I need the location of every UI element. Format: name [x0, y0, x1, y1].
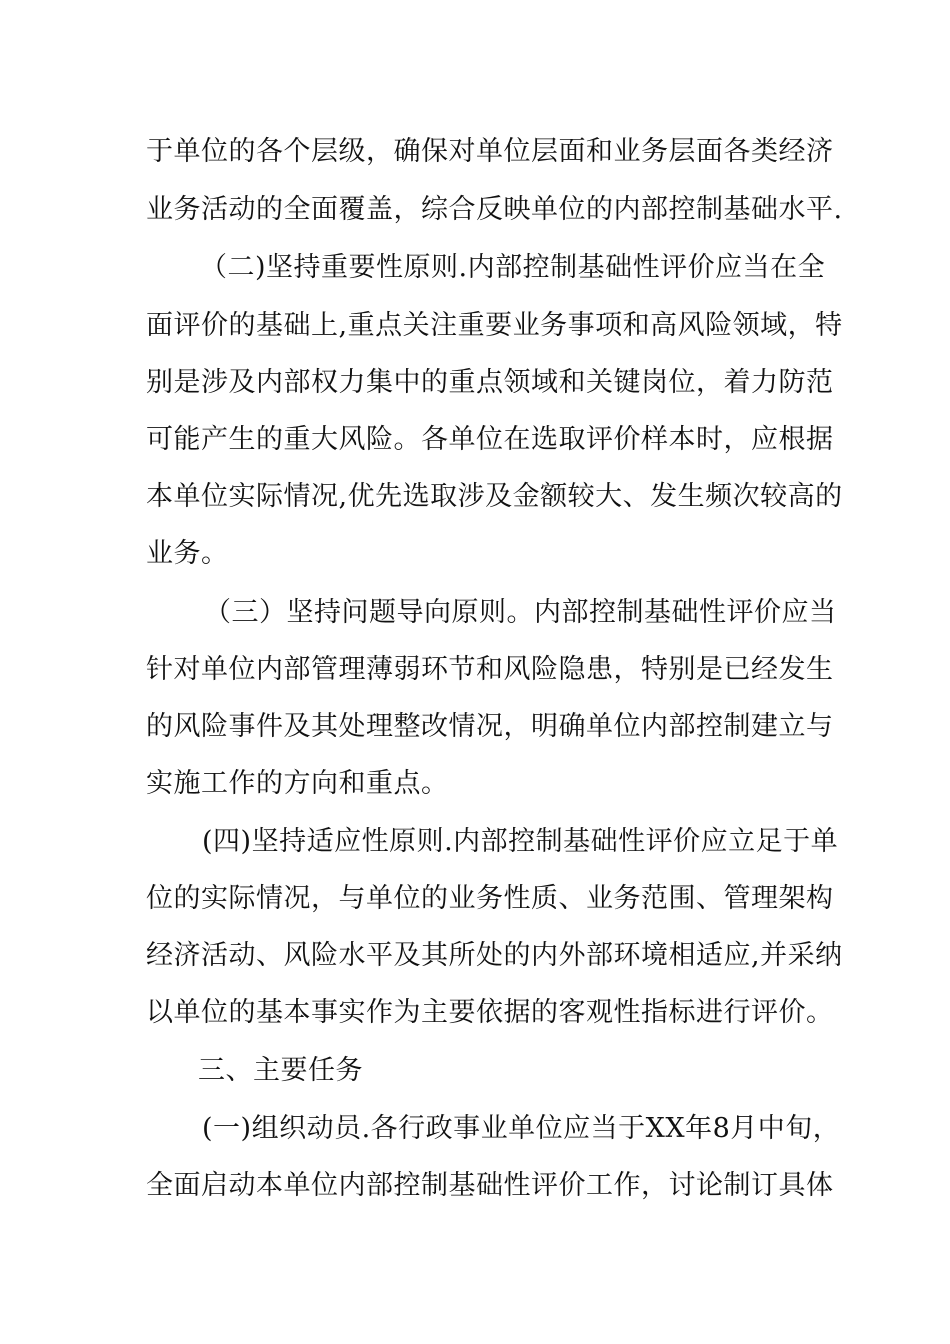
text-line-12: 实施工作的方向和重点。	[146, 768, 449, 799]
text-line-15: 经济活动、风险水平及其所处的内外部环境相适应,并采纳	[146, 940, 843, 971]
text-line-11: 的风险事件及其处理整改情况，明确单位内部控制建立与	[146, 711, 834, 742]
section-heading-main-tasks: 三、主要任务	[198, 1055, 363, 1086]
text-line-6: 可能产生的重大风险。各单位在选取评价样本时，应根据	[146, 424, 834, 455]
text-line-16: 以单位的基本事实作为主要依据的客观性指标进行评价。	[146, 997, 834, 1028]
text-line-13: (四)坚持适应性原则.内部控制基础性评价应立足于单	[202, 826, 839, 857]
text-line-4: 面评价的基础上,重点关注重要业务事项和高风险领域，特	[146, 310, 843, 341]
text-line-19: 全面启动本单位内部控制基础性评价工作，讨论制订具体	[146, 1170, 834, 1201]
text-line-9: （三）坚持问题导向原则。内部控制基础性评价应当	[204, 597, 837, 628]
text-line-8: 业务。	[146, 538, 229, 569]
text-line-5: 别是涉及内部权力集中的重点领域和关键岗位，着力防范	[146, 367, 834, 398]
text-line-3: （二)坚持重要性原则.内部控制基础性评价应当在全	[200, 252, 826, 283]
text-line-1: 于单位的各个层级，确保对单位层面和业务层面各类经济	[146, 136, 834, 167]
text-line-18: (一)组织动员.各行政事业单位应当于XX年8月中旬，	[202, 1113, 841, 1144]
text-line-7: 本单位实际情况,优先选取涉及金额较大、发生频次较高的	[146, 481, 843, 512]
text-line-10: 针对单位内部管理薄弱环节和风险隐患，特别是已经发生	[146, 654, 834, 685]
text-line-2: 业务活动的全面覆盖，综合反映单位的内部控制基础水平.	[146, 194, 843, 225]
text-line-14: 位的实际情况，与单位的业务性质、业务范围、管理架构	[146, 883, 834, 914]
